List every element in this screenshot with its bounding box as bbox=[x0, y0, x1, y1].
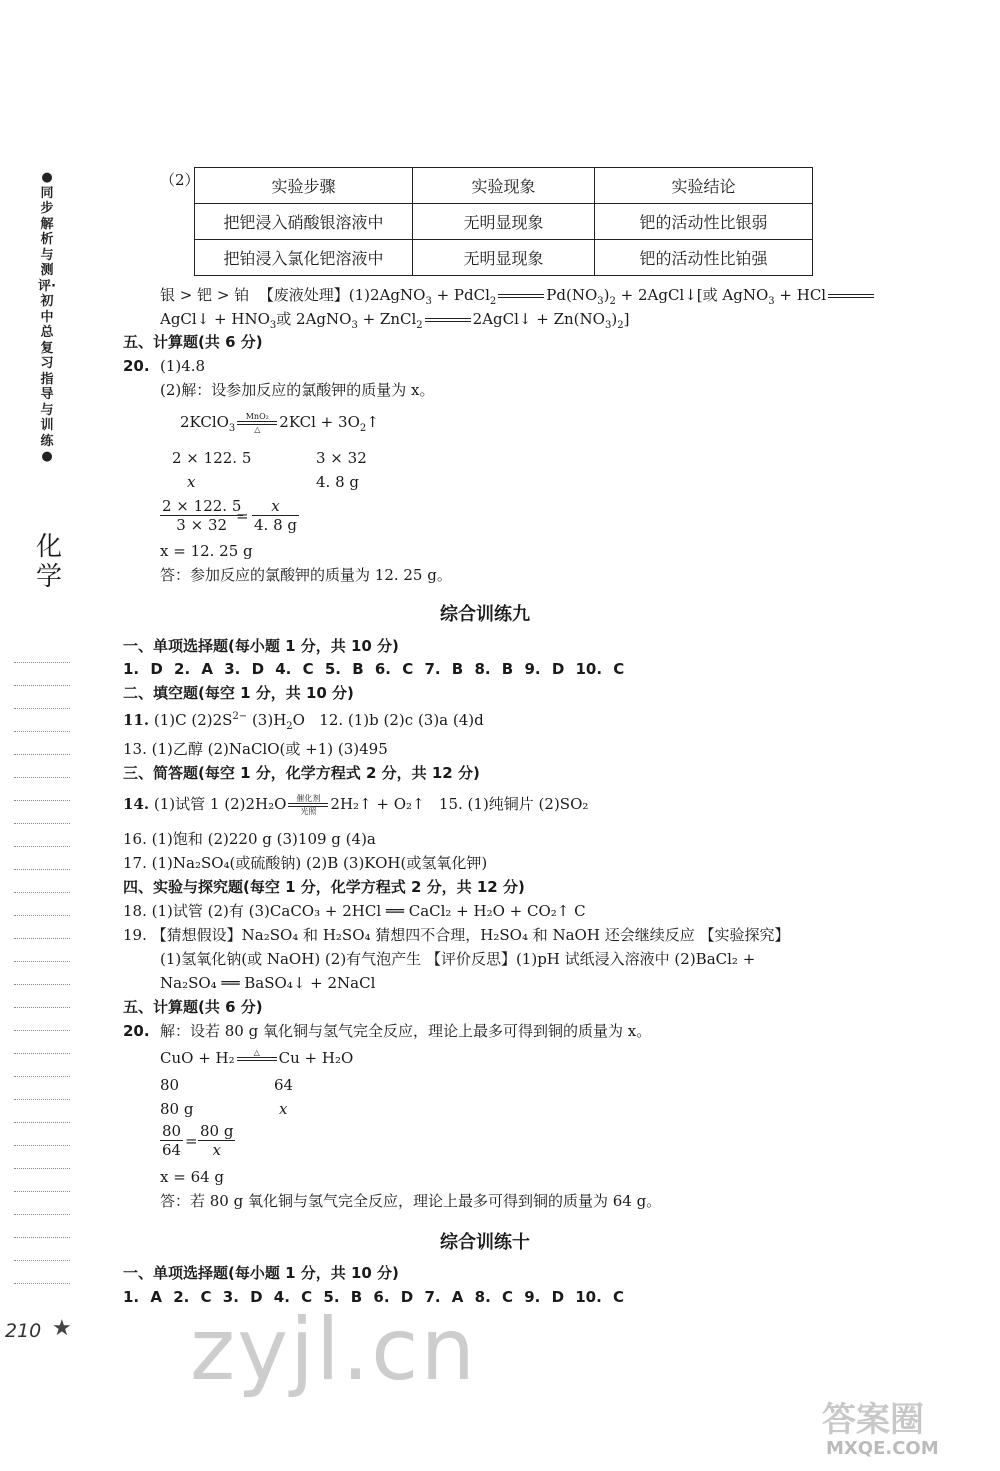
margin-rule bbox=[14, 1007, 70, 1008]
table-header: 实验步骤 bbox=[195, 168, 413, 204]
margin-rule bbox=[14, 777, 70, 778]
fraction-denominator: 3 × 32 bbox=[176, 516, 228, 534]
answer-text: (1)试管 1 (2)2H₂O bbox=[153, 795, 287, 813]
equals-sign: = bbox=[236, 507, 249, 525]
section-heading: 五、计算题(共 6 分) bbox=[123, 998, 263, 1016]
margin-rule bbox=[14, 892, 70, 893]
watermark-text: zyjl.cn bbox=[190, 1300, 477, 1400]
table-cell: 把钯浸入硝酸银溶液中 bbox=[195, 204, 413, 240]
margin-rule bbox=[14, 754, 70, 755]
result-line: x = 64 g bbox=[160, 1168, 225, 1186]
margin-rule bbox=[14, 915, 70, 916]
watermark-site: MXQE.COM bbox=[826, 1438, 939, 1459]
margin-rule bbox=[14, 1191, 70, 1192]
margin-rule bbox=[14, 1122, 70, 1123]
margin-rule bbox=[14, 1145, 70, 1146]
table-header: 实验现象 bbox=[413, 168, 595, 204]
answer-line: Na₂SO₄ ══ BaSO₄↓ + 2NaCl bbox=[160, 974, 376, 992]
relative-mass: 3 × 32 bbox=[316, 449, 367, 467]
margin-rule bbox=[14, 1214, 70, 1215]
proportion-left bbox=[160, 497, 243, 534]
fraction-denominator: 4. 8 g bbox=[254, 516, 297, 534]
margin-rule bbox=[14, 1283, 70, 1284]
table-header-row bbox=[195, 168, 813, 204]
question-number: 20. bbox=[123, 357, 150, 375]
answer-line: 17. (1)Na₂SO₄(或硫酸钠) (2)B (3)KOH(或氢氧化钾) bbox=[123, 854, 488, 872]
question-number: 11. bbox=[123, 711, 150, 729]
margin-rule bbox=[14, 823, 70, 824]
section-heading: 五、计算题(共 6 分) bbox=[123, 333, 263, 351]
equals-sign: = bbox=[185, 1132, 198, 1150]
answer-sentence: 答：参加反应的氯酸钾的质量为 12. 25 g。 bbox=[160, 566, 452, 584]
margin-rule bbox=[14, 1030, 70, 1031]
exercise-title: 综合训练十 bbox=[440, 1232, 530, 1253]
result-line: x = 12. 25 g bbox=[160, 542, 253, 560]
relative-mass: 2 × 122. 5 bbox=[172, 449, 252, 467]
unknown-var: x bbox=[279, 1100, 288, 1118]
answer-line: (1)4.8 bbox=[160, 357, 206, 375]
answer-line: (1)氢氧化钠(或 NaOH) (2)有气泡产生 【评价反思】(1)pH 试纸浸入溶液中 (2)BaCl₂ + bbox=[160, 950, 756, 968]
answer-q12: 12. (1)b (2)c (3)a (4)d bbox=[319, 711, 484, 729]
table-cell: 无明显现象 bbox=[413, 240, 595, 276]
margin-rule bbox=[14, 1099, 70, 1100]
answer-sentence: 答：若 80 g 氧化铜与氢气完全反应，理论上最多可得到铜的质量为 64 g。 bbox=[160, 1192, 662, 1210]
relative-mass: 80 bbox=[160, 1076, 180, 1094]
fraction-numerator: x bbox=[252, 497, 299, 516]
table-row bbox=[195, 204, 813, 240]
answer-line: (2)解：设参加反应的氯酸钾的质量为 x。 bbox=[160, 381, 435, 399]
section-heading: 三、简答题(每空 1 分，化学方程式 2 分，共 12 分) bbox=[123, 764, 480, 782]
light-label: 光照 bbox=[300, 807, 317, 816]
section-heading: 二、填空题(每空 1 分，共 10 分) bbox=[123, 684, 354, 702]
proportion-left bbox=[160, 1122, 183, 1159]
table-cell: 钯的活动性比铂强 bbox=[595, 240, 813, 276]
equation-reactants: CuO + H₂ bbox=[160, 1049, 235, 1067]
relative-mass: 64 bbox=[274, 1076, 294, 1094]
fraction-numerator: 80 bbox=[162, 1122, 182, 1140]
margin-rule bbox=[14, 961, 70, 962]
question-number: 14. bbox=[123, 795, 150, 813]
answer-line: 银 > 钯 > 铂 【废液处理】(1)2AgNO$_3$ + PdCl$_2$ $Pd(NO_3)_2$ + 2AgCl↓[或 AgNO$_3$ + HCl bbox=[160, 286, 876, 311]
answer-line: AgCl↓ + $HNO_3$或 2AgNO$_3$ + ZnCl$_2$ 2AgCl↓ + $Zn(NO_3)_2$] bbox=[160, 310, 630, 331]
answer-q15: 15. (1)纯铜片 (2)SO₂ bbox=[438, 795, 589, 813]
margin-rule bbox=[14, 1053, 70, 1054]
catalyst-label: 催化剂 bbox=[296, 794, 321, 803]
margin-rule bbox=[14, 1076, 70, 1077]
tag-label: 【废液处理】 bbox=[258, 286, 349, 304]
page-number: 210 bbox=[5, 1320, 42, 1342]
answer-line: 18. (1)试管 (2)有 (3)CaCO₃ + 2HCl ══ CaCl₂ + H₂O + CO₂↑ C bbox=[123, 902, 586, 920]
chemical-equation: 2KClO$_3$ MnO₂ △ $2KCl + 3O_2↑$ bbox=[180, 412, 379, 434]
section-heading: 四、实验与探究题(每空 1 分，化学方程式 2 分，共 12 分) bbox=[123, 878, 525, 896]
heat-label: △ bbox=[253, 1048, 260, 1057]
equation-products: Cu + H₂O bbox=[278, 1049, 354, 1067]
margin-rule bbox=[14, 1168, 70, 1169]
fraction-denominator: 64 bbox=[162, 1141, 182, 1159]
choice-answers: 1. D 2. A 3. D 4. C 5. B 6. C 7. B 8. B 9. D 10. C bbox=[123, 660, 625, 678]
given-mass: 4. 8 g bbox=[316, 473, 359, 491]
star-icon: ★ bbox=[52, 1316, 72, 1341]
section-heading: 一、单项选择题(每小题 1 分，共 10 分) bbox=[123, 637, 399, 655]
answer-line: 13. (1)乙醇 (2)NaClO(或 +1) (3)495 bbox=[123, 740, 388, 758]
fraction-denominator: x bbox=[212, 1141, 221, 1159]
fraction-numerator: 80 g bbox=[200, 1122, 234, 1140]
margin-rule bbox=[14, 846, 70, 847]
margin-rule bbox=[14, 708, 70, 709]
answer-line: 16. (1)饱和 (2)220 g (3)109 g (4)a bbox=[123, 830, 376, 848]
margin-rule bbox=[14, 685, 70, 686]
margin-rule bbox=[14, 938, 70, 939]
margin-rule bbox=[14, 800, 70, 801]
section-heading: 一、单项选择题(每小题 1 分，共 10 分) bbox=[123, 1264, 399, 1282]
answer-text: 2H₂↑ + O₂↑ bbox=[330, 795, 425, 813]
table-row bbox=[195, 240, 813, 276]
proportion-right bbox=[252, 497, 299, 534]
choice-answers: 1. A 2. C 3. D 4. C 5. B 6. D 7. A 8. C 9. D 10. C bbox=[123, 1288, 625, 1306]
chemical-equation bbox=[160, 1048, 353, 1070]
table-header: 实验结论 bbox=[595, 168, 813, 204]
activity-order: 银 > 钯 > 铂 bbox=[160, 286, 250, 304]
exercise-title: 综合训练九 bbox=[440, 604, 530, 625]
fraction-numerator: 2 × 122. 5 bbox=[162, 497, 242, 515]
table-cell: 把铂浸入氯化钯溶液中 bbox=[195, 240, 413, 276]
margin-rule bbox=[14, 662, 70, 663]
answer-line: 解：设若 80 g 氧化铜与氢气完全反应，理论上最多可得到铜的质量为 x。 bbox=[160, 1022, 652, 1040]
margin-rule bbox=[14, 1237, 70, 1238]
heat-label: △ bbox=[254, 425, 261, 434]
proportion-right bbox=[198, 1122, 235, 1159]
margin-rule bbox=[14, 984, 70, 985]
subject-label: 化学 bbox=[36, 532, 63, 592]
question-number: 20. bbox=[123, 1022, 150, 1040]
answer-line: 19. 【猜想假设】Na₂SO₄ 和 H₂SO₄ 猜想四不合理，H₂SO₄ 和 NaOH 还会继续反应 【实验探究】 bbox=[123, 926, 790, 944]
unknown-var: x bbox=[187, 473, 196, 491]
given-mass: 80 g bbox=[160, 1100, 194, 1118]
catalyst-label: MnO₂ bbox=[245, 412, 269, 421]
series-title-vertical: ●同步解析与测评·初中总复习指导与训练● bbox=[38, 170, 56, 464]
margin-rule bbox=[14, 731, 70, 732]
answer-line: 11. (1)C $(2)2S^{2-}$ $(3)H_2O$ 12. (1)b (2)c (3)a (4)d bbox=[123, 711, 484, 732]
margin-rule bbox=[14, 869, 70, 870]
watermark-badge: 答案圈 bbox=[822, 1400, 924, 1440]
answer-line bbox=[123, 794, 588, 816]
question-label: （2） bbox=[160, 171, 200, 189]
margin-rule bbox=[14, 1260, 70, 1261]
experiment-table bbox=[194, 167, 813, 276]
table-cell: 钯的活动性比银弱 bbox=[595, 204, 813, 240]
table-cell: 无明显现象 bbox=[413, 204, 595, 240]
